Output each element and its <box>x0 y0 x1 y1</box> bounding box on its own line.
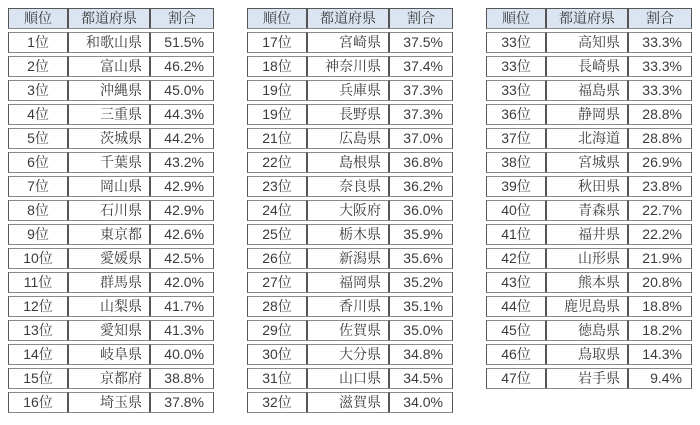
rank-cell: 40位 <box>486 200 546 221</box>
prefecture-cell: 徳島県 <box>546 320 628 341</box>
share-cell: 28.8% <box>628 104 692 125</box>
share-cell: 20.8% <box>628 272 692 293</box>
prefecture-cell: 長野県 <box>307 104 389 125</box>
prefecture-column-header: 都道府県 <box>68 8 150 29</box>
prefecture-cell: 愛知県 <box>68 320 150 341</box>
table-row <box>247 152 453 173</box>
rank-cell: 18位 <box>247 56 307 77</box>
share-cell: 26.9% <box>628 152 692 173</box>
table-row <box>486 320 692 341</box>
table-row <box>247 56 453 77</box>
prefecture-cell: 埼玉県 <box>68 392 150 413</box>
rank-cell: 47位 <box>486 368 546 389</box>
prefecture-cell: 新潟県 <box>307 248 389 269</box>
prefecture-cell: 神奈川県 <box>307 56 389 77</box>
rank-cell: 28位 <box>247 296 307 317</box>
table-row <box>8 56 214 77</box>
rank-cell: 24位 <box>247 200 307 221</box>
rank-cell: 2位 <box>8 56 68 77</box>
prefecture-cell: 香川県 <box>307 296 389 317</box>
share-cell: 22.7% <box>628 200 692 221</box>
table-row <box>8 224 214 245</box>
rank-cell: 31位 <box>247 368 307 389</box>
table-row <box>486 344 692 365</box>
rank-column-header: 順位 <box>8 8 68 29</box>
prefecture-cell: 鳥取県 <box>546 344 628 365</box>
table-row <box>247 368 453 389</box>
table-row <box>8 200 214 221</box>
prefecture-cell: 岐阜県 <box>68 344 150 365</box>
table-row <box>8 296 214 317</box>
prefecture-cell: 富山県 <box>68 56 150 77</box>
rank-cell: 42位 <box>486 248 546 269</box>
prefecture-cell: 兵庫県 <box>307 80 389 101</box>
prefecture-cell: 群馬県 <box>68 272 150 293</box>
rank-cell: 45位 <box>486 320 546 341</box>
prefecture-cell: 広島県 <box>307 128 389 149</box>
table-row <box>247 104 453 125</box>
prefecture-cell: 京都府 <box>68 368 150 389</box>
rank-cell: 5位 <box>8 128 68 149</box>
share-cell: 35.2% <box>389 272 453 293</box>
rank-cell: 36位 <box>486 104 546 125</box>
share-cell: 35.1% <box>389 296 453 317</box>
table-row <box>486 368 692 389</box>
share-cell: 42.9% <box>150 176 214 197</box>
prefecture-cell: 静岡県 <box>546 104 628 125</box>
rank-cell: 25位 <box>247 224 307 245</box>
header-row <box>247 8 453 29</box>
rank-cell: 21位 <box>247 128 307 149</box>
rank-cell: 43位 <box>486 272 546 293</box>
table-row <box>247 272 453 293</box>
share-cell: 37.3% <box>389 104 453 125</box>
share-cell: 33.3% <box>628 80 692 101</box>
prefecture-cell: 北海道 <box>546 128 628 149</box>
share-cell: 36.0% <box>389 200 453 221</box>
prefecture-cell: 和歌山県 <box>68 32 150 53</box>
prefecture-cell: 茨城県 <box>68 128 150 149</box>
rank-column-header: 順位 <box>486 8 546 29</box>
table-row <box>8 344 214 365</box>
table-row <box>247 392 453 413</box>
rank-cell: 14位 <box>8 344 68 365</box>
rank-cell: 26位 <box>247 248 307 269</box>
rank-cell: 19位 <box>247 104 307 125</box>
prefecture-cell: 沖縄県 <box>68 80 150 101</box>
rank-cell: 16位 <box>8 392 68 413</box>
share-cell: 37.4% <box>389 56 453 77</box>
prefecture-cell: 大分県 <box>307 344 389 365</box>
prefecture-cell: 愛媛県 <box>68 248 150 269</box>
prefecture-cell: 山梨県 <box>68 296 150 317</box>
table-row <box>8 104 214 125</box>
table-row <box>8 368 214 389</box>
table-row <box>486 272 692 293</box>
share-cell: 45.0% <box>150 80 214 101</box>
prefecture-cell: 島根県 <box>307 152 389 173</box>
share-cell: 51.5% <box>150 32 214 53</box>
rank-cell: 11位 <box>8 272 68 293</box>
share-cell: 28.8% <box>628 128 692 149</box>
prefecture-cell: 福岡県 <box>307 272 389 293</box>
prefecture-cell: 宮崎県 <box>307 32 389 53</box>
table-row <box>8 176 214 197</box>
ranking-table-1 <box>8 5 214 416</box>
table-row <box>247 296 453 317</box>
prefecture-cell: 山形県 <box>546 248 628 269</box>
prefecture-cell: 岡山県 <box>68 176 150 197</box>
prefecture-cell: 福島県 <box>546 80 628 101</box>
rank-column-header: 順位 <box>247 8 307 29</box>
rank-cell: 39位 <box>486 176 546 197</box>
share-cell: 33.3% <box>628 32 692 53</box>
prefecture-cell: 栃木県 <box>307 224 389 245</box>
table-row <box>486 32 692 53</box>
table-row <box>8 272 214 293</box>
table-row <box>247 128 453 149</box>
prefecture-cell: 山口県 <box>307 368 389 389</box>
rank-cell: 4位 <box>8 104 68 125</box>
prefecture-cell: 高知県 <box>546 32 628 53</box>
share-cell: 34.5% <box>389 368 453 389</box>
share-cell: 40.0% <box>150 344 214 365</box>
rank-cell: 17位 <box>247 32 307 53</box>
prefecture-cell: 滋賀県 <box>307 392 389 413</box>
table-row <box>247 344 453 365</box>
share-cell: 44.2% <box>150 128 214 149</box>
table-row <box>486 248 692 269</box>
table-row <box>486 80 692 101</box>
rank-cell: 12位 <box>8 296 68 317</box>
rank-cell: 37位 <box>486 128 546 149</box>
rank-cell: 19位 <box>247 80 307 101</box>
prefecture-cell: 青森県 <box>546 200 628 221</box>
share-cell: 35.0% <box>389 320 453 341</box>
rank-cell: 13位 <box>8 320 68 341</box>
share-cell: 21.9% <box>628 248 692 269</box>
rank-cell: 44位 <box>486 296 546 317</box>
table-row <box>486 152 692 173</box>
share-cell: 34.0% <box>389 392 453 413</box>
table-row <box>486 200 692 221</box>
header-row <box>486 8 692 29</box>
prefecture-cell: 石川県 <box>68 200 150 221</box>
share-cell: 37.0% <box>389 128 453 149</box>
rank-cell: 22位 <box>247 152 307 173</box>
rank-cell: 1位 <box>8 32 68 53</box>
table-row <box>8 128 214 149</box>
rank-cell: 33位 <box>486 32 546 53</box>
table-row <box>8 320 214 341</box>
table-row <box>486 128 692 149</box>
table-row <box>8 392 214 413</box>
rank-cell: 23位 <box>247 176 307 197</box>
share-cell: 41.3% <box>150 320 214 341</box>
prefecture-cell: 秋田県 <box>546 176 628 197</box>
rank-cell: 8位 <box>8 200 68 221</box>
share-cell: 14.3% <box>628 344 692 365</box>
share-cell: 33.3% <box>628 56 692 77</box>
rank-cell: 33位 <box>486 80 546 101</box>
header-row <box>8 8 214 29</box>
rank-cell: 7位 <box>8 176 68 197</box>
table-row <box>486 104 692 125</box>
table-row <box>8 248 214 269</box>
share-cell: 37.8% <box>150 392 214 413</box>
rank-cell: 32位 <box>247 392 307 413</box>
table-row <box>247 248 453 269</box>
rank-cell: 15位 <box>8 368 68 389</box>
share-cell: 42.0% <box>150 272 214 293</box>
share-cell: 36.8% <box>389 152 453 173</box>
share-cell: 36.2% <box>389 176 453 197</box>
rank-cell: 29位 <box>247 320 307 341</box>
rank-cell: 46位 <box>486 344 546 365</box>
table-row <box>247 200 453 221</box>
ranking-table-2 <box>247 5 453 416</box>
rank-cell: 38位 <box>486 152 546 173</box>
share-cell: 37.5% <box>389 32 453 53</box>
share-cell: 34.8% <box>389 344 453 365</box>
table-row <box>247 80 453 101</box>
table-row <box>8 32 214 53</box>
share-cell: 43.2% <box>150 152 214 173</box>
rank-cell: 3位 <box>8 80 68 101</box>
share-cell: 42.5% <box>150 248 214 269</box>
share-cell: 42.6% <box>150 224 214 245</box>
prefecture-cell: 岩手県 <box>546 368 628 389</box>
share-column-header: 割合 <box>150 8 214 29</box>
share-cell: 42.9% <box>150 200 214 221</box>
share-column-header: 割合 <box>389 8 453 29</box>
table-row <box>8 152 214 173</box>
table-row <box>247 224 453 245</box>
prefecture-cell: 鹿児島県 <box>546 296 628 317</box>
prefecture-cell: 東京都 <box>68 224 150 245</box>
rank-cell: 30位 <box>247 344 307 365</box>
share-cell: 18.8% <box>628 296 692 317</box>
share-cell: 37.3% <box>389 80 453 101</box>
share-cell: 18.2% <box>628 320 692 341</box>
prefecture-cell: 三重県 <box>68 104 150 125</box>
rank-cell: 10位 <box>8 248 68 269</box>
table-row <box>247 320 453 341</box>
rank-cell: 9位 <box>8 224 68 245</box>
prefecture-cell: 大阪府 <box>307 200 389 221</box>
rank-cell: 27位 <box>247 272 307 293</box>
prefecture-cell: 奈良県 <box>307 176 389 197</box>
table-row <box>486 176 692 197</box>
prefecture-column-header: 都道府県 <box>546 8 628 29</box>
table-row <box>247 176 453 197</box>
prefecture-column-header: 都道府県 <box>307 8 389 29</box>
share-cell: 35.9% <box>389 224 453 245</box>
rank-cell: 33位 <box>486 56 546 77</box>
prefecture-cell: 宮城県 <box>546 152 628 173</box>
table-row <box>486 224 692 245</box>
rank-cell: 6位 <box>8 152 68 173</box>
rank-cell: 41位 <box>486 224 546 245</box>
prefecture-cell: 熊本県 <box>546 272 628 293</box>
share-cell: 46.2% <box>150 56 214 77</box>
prefecture-cell: 佐賀県 <box>307 320 389 341</box>
share-cell: 23.8% <box>628 176 692 197</box>
share-cell: 41.7% <box>150 296 214 317</box>
prefecture-cell: 福井県 <box>546 224 628 245</box>
share-cell: 9.4% <box>628 368 692 389</box>
table-row <box>486 56 692 77</box>
prefecture-cell: 千葉県 <box>68 152 150 173</box>
share-cell: 22.2% <box>628 224 692 245</box>
table-row <box>247 32 453 53</box>
ranking-table-3 <box>486 5 692 392</box>
share-cell: 35.6% <box>389 248 453 269</box>
share-cell: 38.8% <box>150 368 214 389</box>
share-column-header: 割合 <box>628 8 692 29</box>
table-row <box>8 80 214 101</box>
table-row <box>486 296 692 317</box>
prefecture-cell: 長崎県 <box>546 56 628 77</box>
share-cell: 44.3% <box>150 104 214 125</box>
